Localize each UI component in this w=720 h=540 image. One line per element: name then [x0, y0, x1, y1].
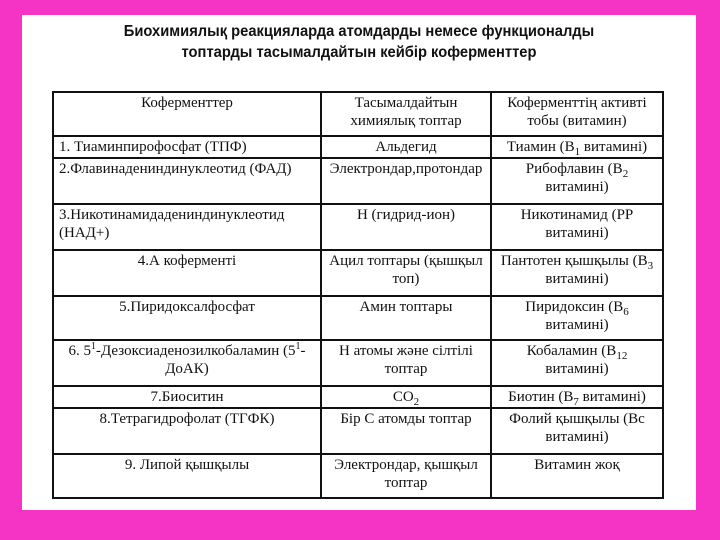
vitamin-text-end: витамині)	[545, 361, 609, 377]
coenzyme-text: 6. 5	[68, 343, 91, 359]
slide-title	[49, 21, 669, 63]
coenzyme-cell: 2.Флавинадениндинуклеотид (ФАД)	[53, 158, 321, 204]
vitamin-cell	[491, 296, 663, 340]
vitamin-cell	[491, 136, 663, 158]
table-row	[53, 386, 663, 408]
vitamin-subscript: 6	[623, 306, 629, 318]
coenzyme-table	[52, 91, 664, 499]
table-row	[53, 296, 663, 340]
coenzyme-superscript: 1	[91, 341, 96, 352]
group-cell	[321, 386, 491, 408]
title-line-2: топтарды тасымалдайтын кейбір коферменттер	[181, 44, 537, 61]
slide	[22, 15, 696, 510]
group-cell: Н (гидрид-ион)	[321, 204, 491, 250]
group-cell: Бір С атомды топтар	[321, 408, 491, 454]
vitamin-text: Пиридоксин (B	[525, 299, 624, 315]
coenzyme-cell: 1. Тиаминпирофосфат (ТПФ)	[53, 136, 321, 158]
header-row	[53, 92, 663, 136]
table-row	[53, 204, 663, 250]
vitamin-subscript: 12	[616, 350, 628, 362]
table-row	[53, 250, 663, 296]
vitamin-text-end: витамині)	[578, 389, 646, 405]
table-row	[53, 340, 663, 386]
vitamin-text: Фолий қышқылы (Вс витамині)	[509, 411, 645, 445]
group-text: CO	[392, 389, 414, 405]
title-line-1: Биохимиялық реакцияларда атомдарды немесе функционалды	[123, 23, 595, 40]
header-coenzymes: Коферменттер	[53, 92, 321, 136]
vitamin-text: Рибофлавин (B	[525, 161, 623, 177]
vitamin-text: Никотинамид (РР витамині)	[520, 207, 634, 241]
coenzyme-cell	[53, 340, 321, 386]
vitamin-cell	[491, 250, 663, 296]
vitamin-text-end: витамині)	[580, 139, 648, 155]
coenzyme-text-end: -ДоАК)	[165, 343, 306, 377]
vitamin-cell	[491, 408, 663, 454]
group-cell: Н атомы және сілтілі топтар	[321, 340, 491, 386]
vitamin-text: Витамин жоқ	[534, 457, 620, 473]
group-cell: Электрондар,протондар	[321, 158, 491, 204]
coenzyme-cell: 9. Липой қышқылы	[53, 454, 321, 498]
vitamin-text: Тиамин (B	[506, 139, 575, 155]
vitamin-text: Биотин (B	[508, 389, 574, 405]
coenzyme-cell: 3.Никотинамидадениндинуклеотид (НАД+)	[53, 204, 321, 250]
vitamin-cell	[491, 158, 663, 204]
table-row	[53, 454, 663, 498]
vitamin-text-end: витамині)	[545, 271, 609, 287]
vitamin-text-end: витамині)	[545, 317, 609, 333]
coenzyme-cell: 8.Тетрагидрофолат (ТГФК)	[53, 408, 321, 454]
group-cell: Ацил топтары (қышқыл топ)	[321, 250, 491, 296]
vitamin-text: Кобаламин (B	[526, 343, 617, 359]
vitamin-cell	[491, 340, 663, 386]
vitamin-subscript: 7	[573, 396, 579, 408]
table-row	[53, 158, 663, 204]
group-subscript: 2	[413, 396, 420, 408]
table-row	[53, 408, 663, 454]
coenzyme-cell: 5.Пиридоксалфосфат	[53, 296, 321, 340]
coenzyme-cell: 4.А коферменті	[53, 250, 321, 296]
coenzyme-cell: 7.Биоситин	[53, 386, 321, 408]
vitamin-text-end: витамині)	[545, 179, 609, 195]
group-cell: Амин топтары	[321, 296, 491, 340]
vitamin-cell	[491, 204, 663, 250]
header-transferred-groups: Тасымалдайтын химиялық топтар	[321, 92, 491, 136]
header-active-group: Коферменттің активті тобы (витамин)	[491, 92, 663, 136]
coenzyme-superscript-2: 1	[295, 341, 301, 352]
vitamin-text: Пантотен қышқылы (B	[500, 253, 648, 269]
table-row	[53, 136, 663, 158]
group-cell: Альдегид	[321, 136, 491, 158]
vitamin-subscript: 3	[647, 260, 654, 272]
vitamin-subscript: 1	[574, 146, 581, 158]
coenzyme-text-mid: -Дезоксиаденозилкобаламин (5	[96, 343, 296, 359]
group-cell: Электрондар, қышқыл топтар	[321, 454, 491, 498]
vitamin-cell	[491, 386, 663, 408]
vitamin-subscript: 2	[622, 168, 629, 180]
vitamin-cell	[491, 454, 663, 498]
